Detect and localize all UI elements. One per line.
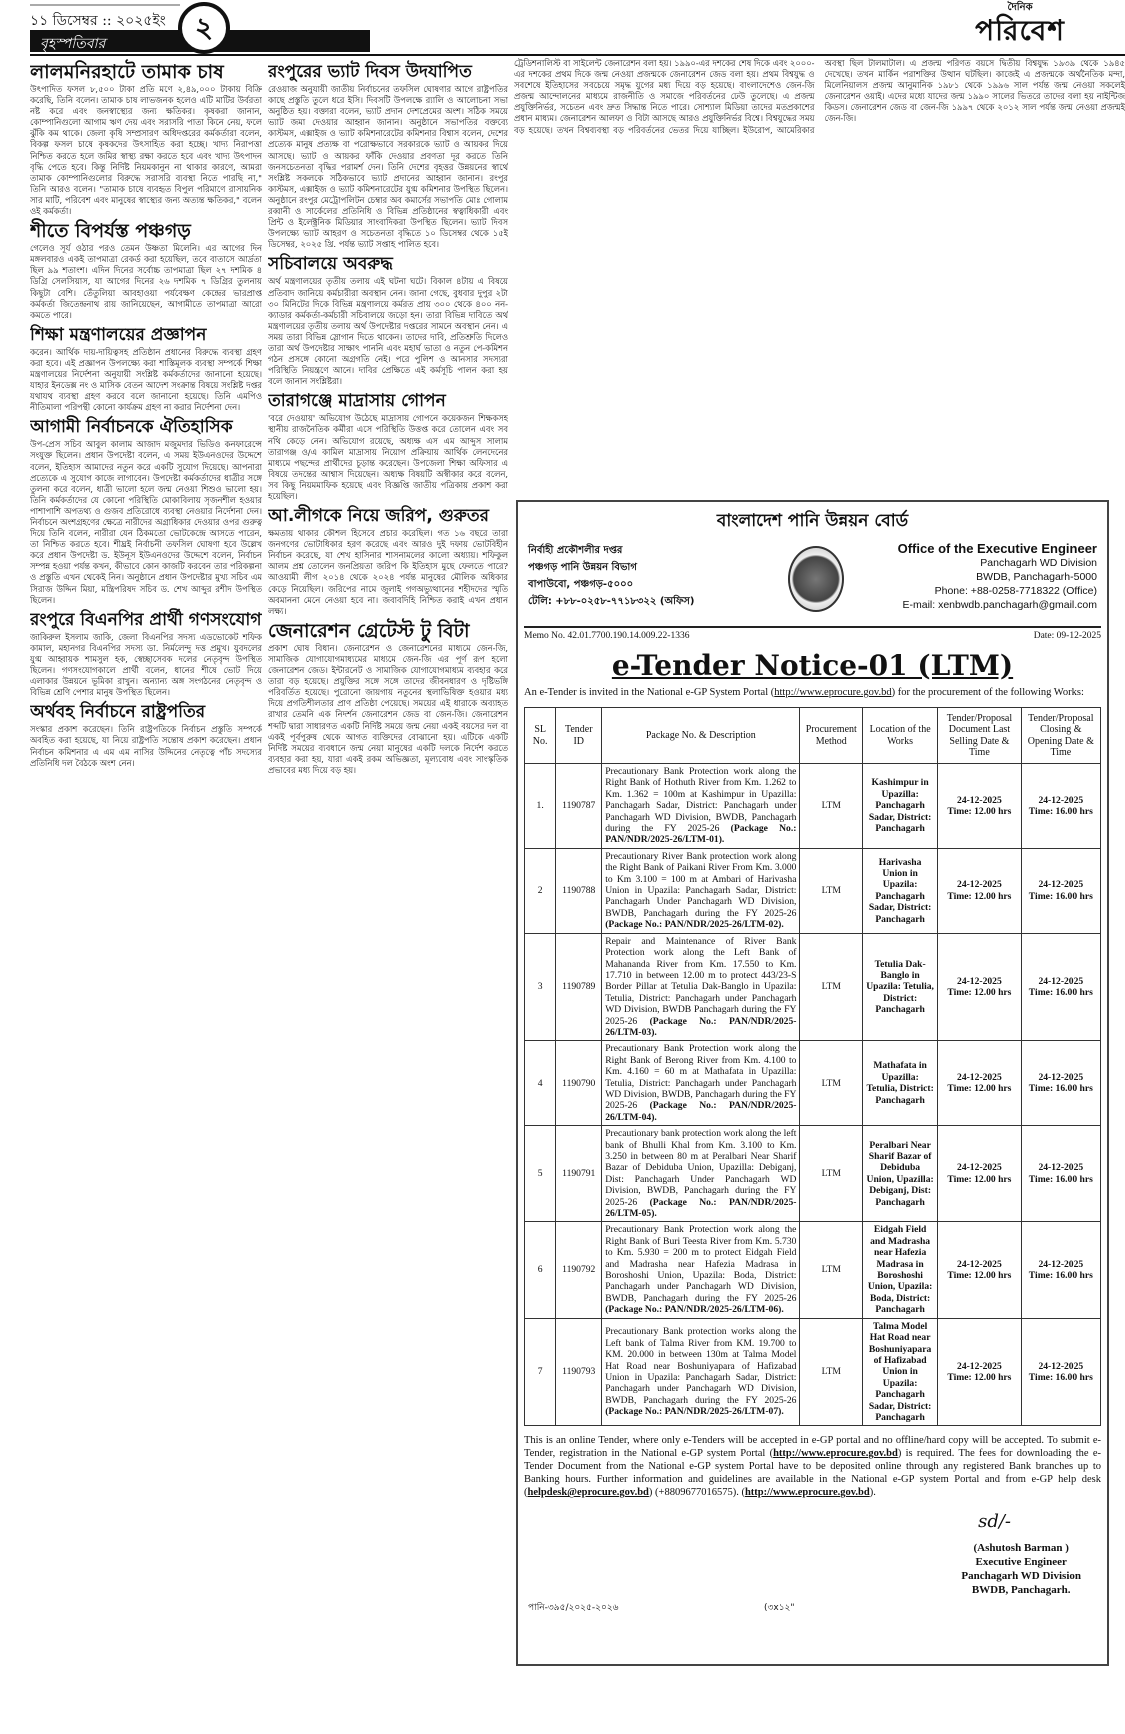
- masthead: [0, 0, 1125, 56]
- last-selling-datetime: [938, 933, 1021, 1041]
- article-awami: [268, 506, 508, 617]
- org-title: বাংলাদেশ পানি উন্নয়ন বোর্ড: [716, 511, 909, 531]
- article-president: [30, 702, 262, 768]
- eprocure-link[interactable]: http://www.eprocure.gov.bd: [774, 687, 892, 698]
- last-selling-datetime: [938, 1318, 1021, 1426]
- sl-no: 2: [525, 848, 556, 933]
- headline: আগামী নির্বাচনকে ঐতিহাসিক: [30, 417, 233, 438]
- last-selling-datetime: [938, 1041, 1021, 1126]
- intro-text: An e-Tender is invited in the National e-GP System Portal (: [524, 687, 775, 698]
- time: Time: 12.00 hrs: [947, 805, 1012, 817]
- office-name: Office of the Executive Engineer: [897, 541, 1097, 556]
- article-cold: [30, 221, 262, 321]
- masthead-rule: [30, 54, 1125, 56]
- work-location: Mathafata in Upazilla: Tetulia, District: Panchagarh: [863, 1041, 938, 1126]
- column-left: [30, 58, 262, 1734]
- signer-org: BWDB, Panchagarh.: [971, 1584, 1071, 1597]
- description-text: Precautionary Bank Protection work along the Right Bank of Berong River from Km. 4.100 to Km. 4.160 = 60 m at Mathafata in Upazilla: Tetulia, District: Panchagarh under Panchagarh WD Division, BWDB, Panchagarh during the FY 2025-26: [605, 1043, 797, 1112]
- footer-text: ) is required. The fees for downloading the e-Tender Document from the National e-GP system Portal have to be deposited online through any registered Bank branches up to Banking hours. Further information and guidelines are available in the National e-GP system Portal and from e-GP help desk (: [524, 1448, 1101, 1499]
- memo-number: Memo No. 42.01.7700.190.14.009.22-1336: [524, 631, 690, 641]
- package-no: (Package No.: PAN/NDR/2025-26/LTM-04).: [605, 1100, 797, 1123]
- description-text: Precautionary Bank Protection work along the Right Bank of Buri Teesta River from Km. 5.730 to Km. 5.930 = 200 m to protect Eidgah Field and Madrasha near Hafezia Madrasa in Boroshoshi Union, Upazila: Boda, District: Panchagarh under Panchagarh WD Division, BWDB, Panchagarh during the FY 2025-26: [605, 1224, 797, 1304]
- procurement-method: LTM: [800, 1041, 863, 1126]
- last-selling-datetime: [938, 1126, 1021, 1222]
- bwdb-seal-icon: [788, 546, 844, 612]
- date: 24-12-2025: [957, 879, 1002, 891]
- package-description: [602, 1318, 800, 1426]
- tender-table-body: [525, 764, 1101, 1426]
- package-no: (Package No.: PAN/NDR/2025-26/LTM-03).: [605, 1015, 797, 1038]
- address-line: Panchagarh WD Division: [980, 557, 1097, 569]
- article-body: ক্ষমতায় থাকার কৌশল হিসেবে প্রচার করেছিল। গত ১৬ বছরে তারা জনগণের ভোটাধিকার হরণ করেছে এবং আরও দুই দফায় ভোটবিহীন নির্বাচন করেছে, যা শেখ হাসিনার শাসনামলের কালো অধ্যায়। শফিকুল আলম প্রশ্ন তোলেন জনপ্রিয়তা জরিপ কি ইতিহাস মুছে ফেলতে পারে? আওয়ামী লীগ ২০১৪ থেকে ২০২৪ পর্যন্ত মানুষের মৌলিক অধিকার কেড়ে নিয়েছিল। জরিপের নামে জুলাই গণঅভ্যুত্থানের শহীদদের স্মৃতি অবমাননা মেনে নেওয়া হবে না। জবাবদিহি নিশ্চিত করাই এখন প্রধান লক্ষ্য।: [268, 528, 508, 616]
- procurement-method: LTM: [800, 933, 863, 1041]
- closing-opening-datetime: [1021, 1318, 1100, 1426]
- article-election: [30, 417, 262, 605]
- column-middle: [268, 58, 508, 1734]
- date: 24-12-2025: [957, 1162, 1002, 1174]
- work-location: Peralbari Near Sharif Bazar of Debiduba Union, Upazilla: Debiganj, Dist: Panchagarh: [863, 1126, 938, 1222]
- column-right-top: [514, 58, 1125, 498]
- date: 24-12-2025: [1038, 1162, 1084, 1174]
- tender-footer-note: [524, 1434, 1101, 1499]
- eprocure-link[interactable]: http://www.eprocure.gov.bd: [744, 1487, 870, 1499]
- headline: শীতে বিপর্যস্ত পঞ্চগড়: [30, 220, 191, 243]
- time: Time: 16.00 hrs: [1028, 1173, 1093, 1185]
- package-description: [602, 848, 800, 933]
- english-address: [898, 542, 1097, 612]
- package-description: [602, 1126, 800, 1222]
- package-description: [602, 1222, 800, 1318]
- bangla-address: [528, 542, 694, 610]
- tender-row: [525, 1041, 1101, 1126]
- sl-no: 3: [525, 933, 556, 1041]
- tender-id: 1190791: [556, 1126, 602, 1222]
- time: Time: 12.00 hrs: [947, 1270, 1012, 1282]
- work-location: Kashimpur in Upazilla: Panchagarh Sadar, District: Panchagarh: [863, 764, 938, 849]
- headline: আ.লীগকে নিয়ে জরিপ, গুরুতর: [268, 506, 489, 527]
- date: 24-12-2025: [957, 1360, 1002, 1372]
- headline: অর্থবহ নির্বাচনে রাষ্ট্রপতির: [30, 702, 206, 723]
- article-tobacco: [30, 62, 262, 217]
- signer-division: Panchagarh WD Division: [961, 1570, 1081, 1583]
- closing-opening-datetime: [1021, 1041, 1100, 1126]
- headline: রংপুরে বিএনপির প্রার্থী গণসংযোগ: [30, 609, 262, 630]
- date: 24-12-2025: [957, 1071, 1002, 1083]
- article-body: উৎপাদিত ফসল ৮,৫০০ টাকা প্রতি মণে ২,৪৯,০০০ টাকায় বিক্রি করেছি, তিনি বলেন। তামাক চাষ লাভজনক হলেও এটি মাটির উর্বরতা নষ্ট করে এবং জনস্বাস্থ্যের জন্য ক্ষতিকর। কৃষকরা জানান, কোম্পানিগুলো আগাম ঋণ দেয় এবং সরাসরি পাতা কিনে নেয়, ফলে ঝুঁকি কম থাকে। জেলা কৃষি সম্প্রসারণ অধিদপ্তরের কর্মকর্তারা বলেন, বিকল্প ফসল চাষে কৃষকদের উৎসাহিত করা হচ্ছে। খাদ্য নিরাপত্তা নিশ্চিত করতে হলে জমির স্বাস্থ্য রক্ষা করতে হবে এবং খাদ্য উৎপাদন বৃদ্ধি পেতে হবে। কিন্তু নির্দিষ্ট নিয়মকানুন না থাকার কারণে, আমরা তামাক কোম্পানিগুলোর বিরুদ্ধে সরাসরি ব্যবস্থা নিতে পারছি না," তিনি আরও বলেন। "তামাক চাষে ব্যবহৃত বিপুল পরিমাণে রাসায়নিক সার মাটি, পরিবেশ এবং মানুষের স্বাস্থ্যের জন্য অত্যন্ত ক্ষতিকর," বলেন ওই কর্মকর্তা।: [30, 84, 262, 217]
- date: 24-12-2025: [1038, 794, 1084, 806]
- time: Time: 16.00 hrs: [1028, 1372, 1093, 1384]
- phone-line: Phone: +88-0258-7718322 (Office): [934, 585, 1097, 597]
- last-selling-datetime: [938, 848, 1021, 933]
- sl-no: 5: [525, 1126, 556, 1222]
- procurement-method: LTM: [800, 764, 863, 849]
- signer-details: [961, 1541, 1081, 1597]
- time: Time: 12.00 hrs: [947, 890, 1012, 902]
- signature-mark: sd/-: [978, 1511, 1011, 1533]
- sl-no: 6: [525, 1222, 556, 1318]
- article-body: ট্রেডিশনালিস্ট বা সাইলেন্ট জেনারেশন বলা হয়। ১৯৯০-এর দশকের শেষ দিকে এবং ২০০০-এর দশকের প্রথম দিকে জন্ম নেওয়া প্রজন্মকে জেনারেশন জেড বলা হয়। প্রথম বিশ্বযুদ্ধ ও সবশেষে ইতিহাসের সবচেয়ে সমৃদ্ধ যুগের মধ্য দিয়ে বড় হয়েছে। বাংলাদেশেও জেন-জি প্রজন্ম আন্দোলনের মাধ্যমে রাজনীতি ও সমাজে পরিবর্তনের ঢেউ তুলেছে। এ প্রজন্ম প্রযুক্তিনির্ভর, সচেতন এবং দ্রুত সিদ্ধান্ত নিতে পারে। সোশ্যাল মিডিয়া তাদের মতপ্রকাশের প্রধান মাধ্যম। জেনারেশন আলফা ও বিটা আসছে আরও প্রযুক্তিনির্ভর বিশ্বে। বিশ্বযুদ্ধের সময় বড় হয়েছে। তখন বিশ্বব্যবস্থা বড় পরিবর্তনের ভেতর দিয়ে যাচ্ছিল। ইউরোপ, আমেরিকার অবস্থা ছিল টালমাটাল। এ প্রজন্ম পরিণত বয়সে দ্বিতীয় বিশ্বযুদ্ধ ১৯৩৯ থেকে ১৯৪৫ দেখেছে। তখন মার্কিন পরাশক্তির উত্থান ঘটছিল। কাজেই এ প্রজন্মকে অর্থনৈতিক মন্দা, মিলেনিয়ালস প্রজন্ম আনুমানিক ১৯৮১ থেকে ১৯৯৬ সাল পর্যন্ত জন্ম নেওয়া সকলেই জেনারেশন ওয়াই। এদের মধ্যে যাদের জন্ম ১৯৯০ সালের ভিতরে তাদের বলা হয় নাইন্টিজ কিডস। জেনারেশন জেড বা জেন-জি ১৯৯৭ থেকে ২০১২ সাল পর্যন্ত জন্ম নেওয়া প্রজন্মই জেন-জি।: [514, 58, 1125, 135]
- logo-small-text: দৈনিক: [1007, 2, 1033, 13]
- procurement-method: LTM: [800, 848, 863, 933]
- col-header: Location of the Works: [863, 708, 938, 764]
- tender-row: [525, 1126, 1101, 1222]
- col-header: SL No.: [525, 708, 556, 764]
- work-location: Eidgah Field and Madrasha near Hafezia Madrasa in Boroshoshi Union, Upazila: Boda, District: Panchagarh: [863, 1222, 938, 1318]
- headline: সচিবালয়ে অবরুদ্ধ: [268, 254, 393, 275]
- article-education: [30, 325, 262, 414]
- sl-no: 7: [525, 1318, 556, 1426]
- signer-title: Executive Engineer: [975, 1556, 1067, 1569]
- headline: শিক্ষা মন্ত্রণালয়ের প্রজ্ঞাপন: [30, 324, 207, 345]
- tender-advertisement: [516, 500, 1109, 1666]
- package-no: (Package No.: PAN/NDR/2025-26/LTM-01).: [605, 823, 797, 846]
- article-body: সংস্কার প্রকাশ করেছেন। তিনি রাষ্ট্রপতিকে নির্বাচন প্রস্তুতি সম্পর্কে অবহিত করা হয়েছে, যা নিয়ে রাষ্ট্রপতি সন্তোষ প্রকাশ করেছেন। প্রধান নির্বাচন কমিশনার এ এম এম নাসির উদ্দিনের নেতৃত্বে পাঁচ সদস্যের প্রতিনিধি দল বৈঠকে অংশ নেন।: [30, 724, 262, 768]
- email-line: E-mail: xenbwdb.panchagarh@gmail.com: [902, 599, 1097, 611]
- address-line: পঞ্চগড় পানি উন্নয়ন বিভাগ: [528, 562, 637, 573]
- signer-name: (Ashutosh Barman ): [973, 1542, 1069, 1555]
- tender-row: [525, 933, 1101, 1041]
- headline: লালমনিরহাটে তামাক চাষ: [30, 61, 224, 83]
- address-line: টেলি: +৮৮-০২৫৮-৭৭১৮৩২২ (অফিস): [528, 596, 695, 607]
- date: 24-12-2025: [1038, 975, 1084, 987]
- notice-intro: [524, 686, 1101, 699]
- tender-row: [525, 764, 1101, 849]
- time: Time: 12.00 hrs: [947, 1372, 1012, 1384]
- address-line: বাপাউবো, পঞ্চগড়-৫০০০: [528, 579, 634, 590]
- issue-date: ১১ ডিসেম্বর :: ২০২৫ইং: [30, 4, 180, 30]
- package-no: (Package No.: PAN/NDR/2025-26/LTM-06).: [605, 1304, 784, 1316]
- col-header: Tender/Proposal Document Last Selling Date & Time: [938, 708, 1021, 764]
- closing-opening-datetime: [1021, 764, 1100, 849]
- tender-id: 1190793: [556, 1318, 602, 1426]
- article-body: প্রকাশ ঘোষ বিধান। জেনারেশন ও জেনারেশনের মাধ্যমে জেন-জি, সামাজিক যোগাযোগমাধ্যমের মাধ্যমে জেন-জি এর পূর্ণ রূপ হলো জেনারেশন জেড। ইন্টারনেট ও সামাজিক যোগাযোগমাধ্যম ব্যবহার করে তারা বড় হয়েছে। প্রযুক্তির সঙ্গে সঙ্গে তাদের জীবনধারণ ও দৃষ্টিভঙ্গি পরিবর্তিত হয়েছে। পুরোনো জায়গায় নতুনের স্থলাভিষিক্ত হওয়ার মধ্য দিয়ে প্রগতিশীলতার প্রাণ প্রতিষ্ঠা পেয়েছে। সময়ের এই ধারাকে অব্যাহত রাখার তেমনি এক নিদর্শন জেনারেশন জেড বা জেন-জি। জেনারেশন শব্দটি দ্বারা সাধারণত একটি নির্দিষ্ট সময়ে জন্ম নেয়া একই বয়সের দল বা একই পূর্বপুরুষ থেকে আগত ব্যক্তিদের বোঝানো হয়। এটিকে একটি নির্দিষ্ট সময়ের ব্যবধানে জন্ম নেয়া মানুষের একটি দলকে নির্দেশ করতে ব্যবহার করা হয়, যারা একই রকম অভিজ্ঞতা, মূল্যবোধ এবং সাংস্কৃতিক প্রভাবের মধ্য দিয়ে বড় হয়।: [268, 642, 508, 775]
- page-number-badge: ২: [178, 2, 230, 54]
- article-body: রেওয়াজ অনুযায়ী জাতীয় নির্বাচনের তফসিল ঘোষণার আগে রাষ্ট্রপতির কাছে প্রস্তুতি তুলে ধরে ইসি। দিবসটি উপলক্ষে র‍্যালি ও আলোচনা সভা অনুষ্ঠিত হয়। বক্তারা বলেন, ভ্যাট প্রদান দেশপ্রেমের অংশ। সঠিক সময়ে ভ্যাট জমা দেওয়ার আহ্বান জানান। অনুষ্ঠানে সভাপতির বক্তব্যে কাস্টমস, এক্সাইজ ও ভ্যাট কমিশনারেটের কমিশনার বিশ্বাস বলেন, দেশের প্রত্যেক মানুষ প্রত্যক্ষ বা পরোক্ষভাবে সরকারকে ভ্যাট ও আয়কর দিয়ে আসছে। ভ্যাট ও আয়কর ফাঁকি দেওয়ার প্রবণতা দূর করতে তিনি জনসচেতনতা বৃদ্ধির পরামর্শ দেন। তিনি দেশের বৃহত্তর উন্নয়নের স্বার্থে সংশ্লিষ্ট সকলকে সঠিকভাবে ভ্যাট প্রদানের আহ্বান জানান। রংপুর কাস্টমস, এক্সাইজ ও ভ্যাট কমিশনারেটের যুগ্ম কমিশনার উপস্থিত ছিলেন। অনুষ্ঠানে রংপুর মেট্রোপলিটন চেম্বার অব কমার্সের সভাপতি মোঃ গোলাম রব্বানী ও সার্কেলের প্রতিনিধি ও বিভিন্ন প্রতিষ্ঠানের স্বত্বাধিকারী এবং প্রিন্ট ও ইলেক্ট্রনিক মিডিয়ার সাংবাদিকরা উপস্থিত ছিলেন। ভ্যাট দিবস উপলক্ষ্যে ভ্যাট আহরণ ও সচেতনতা বৃদ্ধিতে ১০ ডিসেম্বর থেকে ১৫ই ডিসেম্বর, ২০২৫ খ্রি. পর্যন্ত ভ্যাট সপ্তাহ পালিত হবে।: [268, 84, 508, 250]
- headline: রংপুরের ভ্যাট দিবস উদযাপিত: [268, 62, 472, 82]
- article-body: 'বরে দেওয়ায়' অভিযোগ উঠেছে মাদ্রাসায় গোপনে কয়েকজন শিক্ষকসহ স্থানীয় রাজনৈতিক কর্মীরা এসে পরিস্থিতি উত্তপ্ত করে তোলেন এবং সব নথি কেড়ে নেন। অভিযোগ রয়েছে, অধ্যক্ষ এস এম আব্দুস সালাম তারাগঞ্জ ও/এ কামিল মাদ্রাসায় নিয়োগ প্রক্রিয়ায় আর্থিক লেনদেনের মাধ্যমে পছন্দের প্রার্থীদের চূড়ান্ত করেছেন। উপজেলা শিক্ষা অফিসার এ বিষয়ে তদন্তের আশ্বাস দিয়েছেন। অধ্যক্ষ বিষয়টি অস্বীকার করে বলেন, সব কিছু নিয়মমাফিক হয়েছে এবং বিজ্ঞপ্তি জাতীয় পত্রিকায় প্রকাশ করা হয়েছিল।: [268, 413, 508, 501]
- date: 24-12-2025: [1038, 1071, 1084, 1083]
- tender-id: 1190788: [556, 848, 602, 933]
- description-text: Repair and Maintenance of River Bank Protection work along the Left Bank of Mahananda River from Km. 17.550 to Km. 17.710 in between 12.00 m to protect 443/23-S Border Pillar at Tetulia Dak-Banglo in Upazila: Tetulia, District: Panchagarh under Panchagarh WD Division, BWDB Panchagarh during the FY 2025-26: [605, 935, 797, 1027]
- closing-opening-datetime: [1021, 1222, 1100, 1318]
- description-text: Precautionary River Bank protection work along the Right Bank of Paikani River From Km. 3.000 to Km 3.100 = 100 m at Ambari of Harivasha Union in Upazila: Panchagarh Sadar, District: Panchagarh Under Panchagarh WD Division, BWDB, Panchagarh during the FY 2025-26: [605, 850, 797, 919]
- memo-line: [524, 626, 1101, 641]
- notice-title: e-Tender Notice-01 (LTM): [611, 649, 1014, 682]
- package-description: [602, 933, 800, 1041]
- package-description: [602, 1041, 800, 1126]
- procurement-method: LTM: [800, 1126, 863, 1222]
- time: Time: 16.00 hrs: [1028, 987, 1093, 999]
- address-line: BWDB, Panchagarh-5000: [976, 571, 1097, 583]
- article-vat: [268, 62, 508, 250]
- memo-date: Date: 09-12-2025: [1033, 631, 1101, 641]
- intro-text: ) for the procurement of the following Works:: [891, 687, 1084, 698]
- footer-text: ).: [869, 1487, 876, 1499]
- signature-block: [524, 1505, 1101, 1625]
- tender-row: [525, 848, 1101, 933]
- col-header: Tender/Proposal Closing & Opening Date & Time: [1021, 708, 1100, 764]
- tender-row: [525, 1318, 1101, 1426]
- col-header: Package No. & Description: [602, 708, 800, 764]
- tender-row: [525, 1222, 1101, 1318]
- col-header: Tender ID: [556, 708, 602, 764]
- time: Time: 16.00 hrs: [1028, 1083, 1093, 1095]
- sl-no: 4: [525, 1041, 556, 1126]
- time: Time: 16.00 hrs: [1028, 805, 1093, 817]
- helpdesk-email-link[interactable]: helpdesk@eprocure.gov.bd: [527, 1487, 649, 1499]
- time: Time: 16.00 hrs: [1028, 1270, 1093, 1282]
- time: Time: 12.00 hrs: [947, 1083, 1012, 1095]
- tender-table: [524, 707, 1101, 1426]
- article-body: জাকিরুল ইসলাম জাকি, জেলা বিএনপির সদস্য এডভোকেট শফিক কামাল, মহানগর বিএনপির সদস্য ডা. নির্মলেন্দু দত্ত প্রমুখ। যুবদলের যুগ্ম আহ্বায়ক শামসুল হক, স্বেচ্ছাসেবক দলের নেতৃবৃন্দ উপস্থিত ছিলেন। গণসংযোগকালে প্রার্থী বলেন, ধানের শীষে ভোট দিয়ে এলাকার উন্নয়নে ভূমিকা রাখুন। অন্যান্য অঙ্গ সংগঠনের নেতৃবৃন্দ ও বিভিন্ন শ্রেণি পেশার মানুষ উপস্থিত ছিলেন।: [30, 631, 262, 698]
- ad-header: [524, 542, 1101, 624]
- tender-id: 1190787: [556, 764, 602, 849]
- newspaper-logo: [935, 0, 1105, 46]
- footer-text: This is an online Tender, where only e-Tenders will be accepted in e-GP portal and no offline/hard copy will be accepted. To submit e-Tender, registration in the National e-GP system Portal (: [524, 1435, 1101, 1460]
- tender-id: 1190790: [556, 1041, 602, 1126]
- date: 24-12-2025: [957, 975, 1002, 987]
- closing-opening-datetime: [1021, 1126, 1100, 1222]
- procurement-method: LTM: [800, 1222, 863, 1318]
- tender-id: 1190792: [556, 1222, 602, 1318]
- eprocure-link[interactable]: http://www.eprocure.gov.bd: [773, 1448, 898, 1460]
- description-text: Precautionary bank protection work along the left bank of Bhulli Khal from Km. 3.100 to Km. 3.250 in between 80 m at Peralbari Near Sharif Bazar of Debiduba Union, Upazilla: Debiganj, Dist: Panchagarh Under Panchagarh WD Division, BWDB, Panchagarh during the FY 2025-26: [605, 1128, 797, 1208]
- description-text: Precautionary Bank Protection work along the Right Bank of Hothuth River from Km. 1.262 to Km. 1.362 = 100m at Kashimpur in Upazilla: Panchagarh Sadar, District: Panchagarh under Panchagarh WD Division, BWDB, Panchagarh during the FY 2025-26: [605, 766, 797, 835]
- article-madrasa: [268, 391, 508, 502]
- tender-id: 1190789: [556, 933, 602, 1041]
- logo-main-text: পরিবেশ: [975, 14, 1065, 47]
- last-selling-datetime: [938, 764, 1021, 849]
- procurement-method: LTM: [800, 1318, 863, 1426]
- article-bnp: [30, 610, 262, 699]
- date: 24-12-2025: [1038, 879, 1084, 891]
- article-secretariat: [268, 254, 508, 387]
- date: 24-12-2025: [1038, 1360, 1084, 1372]
- date: 24-12-2025: [957, 794, 1002, 806]
- ad-size-code: (৩x১২": [764, 1603, 795, 1614]
- article-body: অর্থ মন্ত্রণালয়ের তৃতীয় তলায় এই ঘটনা ঘটে। বিকাল ৪টায় এ বিষয়ে প্রতিবাদ জানিয়ে কর্মচারীরা অবস্থান নেন। জানা গেছে, বুধবার দুপুর ২টা ৩০ মিনিটের দিকে বিভিন্ন মন্ত্রণালয়ে কর্মরত প্রায় ৩০০ থেকে ৪০০ নন-ক্যাডার কর্মকর্তা-কর্মচারী সচিবালয়ে জড়ো হন। তারা বিভিন্ন দাবিতে অর্থ মন্ত্রণালয়ের তৃতীয় তলায় অর্থ উপদেষ্টার দপ্তরের সামনে অবস্থান নেন। এ সময় তারা বিভিন্ন স্লোগান দিতে থাকেন। তাদের দাবি, প্রতিশ্রুতি দিলেও তারা অর্থ উপদেষ্টার সাক্ষাৎ পাননি এবং মহার্ঘ ভাতা ও নতুন পে-কমিশন গঠন প্রসঙ্গে কোনো অগ্রগতি নেই। পরে পুলিশ ও আনসার সদস্যরা পরিস্থিতি নিয়ন্ত্রণে আনে। দাবির প্রেক্ষিতে এই কর্মসূচি পালন করা হয় বলে জানান সংশ্লিষ্টরা।: [268, 276, 508, 387]
- headline: জেনারেশন গ্রেটেস্ট টু বিটা: [268, 619, 470, 642]
- sl-no: 1.: [525, 764, 556, 849]
- table-header-row: [525, 708, 1101, 764]
- date: 24-12-2025: [957, 1258, 1002, 1270]
- time: Time: 12.00 hrs: [947, 1173, 1012, 1185]
- work-location: Tetulia Dak-Banglo in Upazila: Tetulia, District: Panchagarh: [863, 933, 938, 1041]
- package-no: (Package No.: PAN/NDR/2025-26/LTM-05).: [605, 1196, 797, 1220]
- article-body: করেন। আর্থিক দায়-দায়িত্বসহ প্রতিষ্ঠান প্রধানের বিরুদ্ধে ব্যবস্থা গ্রহণ করা হবে। এই প্রজ্ঞাপন উপলক্ষ্যে করা শাস্তিমূলক ব্যবস্থা সম্পর্কে শিক্ষা মন্ত্রণালয়ের নির্দেশনা অনুযায়ী সংশ্লিষ্ট কর্মকর্তাদের জানানো হয়েছে। যাহার ইনডেক্স নং ও মাসিক বেতন আদেশ সংক্রান্ত বিষয়ে সংশ্লিষ্ট দপ্তর যথাযথ ব্যবস্থা গ্রহণ করবে বলে জানানো হয়েছে। তিনি এমপিও নীতিমালা পরিপন্থী কোনো কার্যক্রম গ্রহণ না করার নির্দেশনা দেন।: [30, 346, 262, 413]
- closing-opening-datetime: [1021, 848, 1100, 933]
- work-location: Harivasha Union in Upazila: Panchagarh Sadar, District: Panchagarh: [863, 848, 938, 933]
- description-text: Precautionary Bank protection works along the Left bank of Talma River from KM. 19.700 to KM. 20.000 in between 130m at Talma Model Hat Road near Boshuniyapara of Hafizabad Union in Upazila: Panchagarh Sadar, District: Panchagarh under Panchagarh WD Division, BWDB, Panchagarh during the FY 2025-26: [605, 1326, 797, 1406]
- time: Time: 16.00 hrs: [1028, 890, 1093, 902]
- package-no: (Package No.: PAN/NDR/2025-26/LTM-07).: [605, 1406, 784, 1418]
- package-description: [602, 764, 800, 849]
- package-no: (Package No.: PAN/NDR/2025-26/LTM-02).: [605, 919, 784, 931]
- ad-reference-number: পানি-৩৯৫/২০২৫-২০২৬: [528, 1603, 619, 1614]
- address-line: নির্বাহী প্রকৌশলীর দপ্তর: [528, 545, 623, 556]
- footer-text: ) (+8809677016575). (: [648, 1487, 745, 1499]
- article-generation: [268, 621, 508, 776]
- closing-opening-datetime: [1021, 933, 1100, 1041]
- article-body: গেলেও সূর্য ওঠার পরও তেমন উষ্ণতা মিলেনি। এর আগের দিন মঙ্গলবারও একই তাপমাত্রা রেকর্ড করা হয়েছিল, তবে বাতাসে আর্দ্রতা ছিল ৯৯ শতাংশ। এদিন দিনের সর্বোচ্চ তাপমাত্রা ছিল ২৭ দশমিক ৪ ডিগ্রি সেলসিয়াস, যা আগের দিনের ২৬ দশমিক ৭ ডিগ্রির তুলনায় কিছুটা বেশি। তেঁতুলিয়া আবহাওয়া পর্যবেক্ষণ কেন্দ্রের ভারপ্রাপ্ত কর্মকর্তা জিতেন্দ্রনাথ রায় জানিয়েছেন, আগামীতে তাপমাত্রা আরো কমতে পারে।: [30, 243, 262, 320]
- last-selling-datetime: [938, 1222, 1021, 1318]
- time: Time: 12.00 hrs: [947, 987, 1012, 999]
- article-body: উপ-প্রেস সচিব আবুল কালাম আজাদ মজুমদার ভিডিও কনফারেন্সে সংযুক্ত ছিলেন। প্রধান উপদেষ্টা বলেন, এ সময় ইউএনওদের উদ্দেশে বলেন, ইতিহাস আমাদের নতুন করে একটি সুযোগ দিয়েছে। আপনারা প্রত্যেকে এ সুযোগ কাজে লাগাবেন। উপদেষ্টা কর্মকর্তাদের ধাত্রীর সঙ্গে তুলনা করে বলেন, ধাত্রী ভালো হলে জন্ম নেওয়া শিশুও ভালো হয়। তিনি কর্মকর্তাদের যে কোনো পরিস্থিতি মোকাবিলায় সৃজনশীল হওয়ার পাশাপাশি অপতথ্য ও গুজব প্রতিরোধে ব্যবস্থা নেওয়ার নির্দেশনা দেন। নির্বাচনে অংশগ্রহণের ক্ষেত্রে নারীদের অগ্রাধিকার দেওয়ার ওপর গুরুত্ব দিয়ে তিনি বলেন, নারীরা যেন ঠিকমতো ভোটকেন্দ্রে আসতে পারেন, তা নিশ্চিত করতে হবে। শীঘ্রই নির্বাচনী তফসিল ঘোষণা হবে উল্লেখ করে প্রধান উপদেষ্টা ড. ইউনূস ইউএনওদের উদ্দেশে বলেন, নির্বাচন সম্পন্ন হওয়া পর্যন্ত কখন, কীভাবে কোন কাজটি করবেন তার পরিকল্পনা ও প্রস্তুতি এখন থেকেই নিন। অনুষ্ঠানে প্রধান উপদেষ্টার মুখ্য সচিব এম সিরাজ উদ্দিন মিয়া, মন্ত্রিপরিষদ সচিব ড. শেখ আব্দুর রশীদ উপস্থিত ছিলেন।: [30, 439, 262, 605]
- col-header: Procurement Method: [800, 708, 863, 764]
- work-location: Talma Model Hat Road near Boshuniyapara of Hafizabad Union in Upazila: Panchagarh Sadar, District: Panchagarh: [863, 1318, 938, 1426]
- weekday-banner: বৃহস্পতিবার: [30, 30, 370, 52]
- headline: তারাগঞ্জে মাদ্রাসায় গোপন: [268, 391, 446, 412]
- date: 24-12-2025: [1038, 1258, 1084, 1270]
